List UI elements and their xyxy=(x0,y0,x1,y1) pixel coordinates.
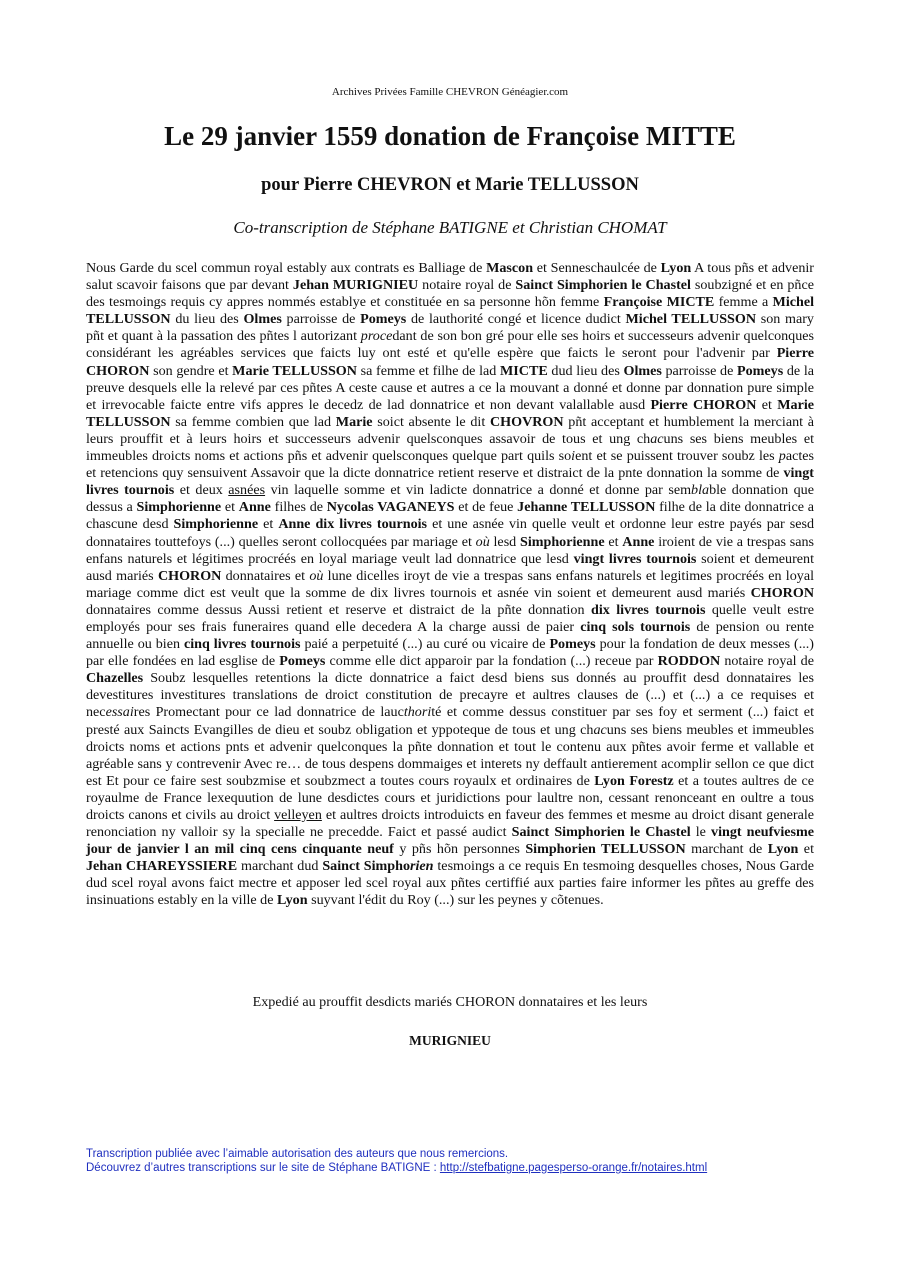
emphasized-name: Anne xyxy=(622,533,655,550)
emphasized-name: Simphorienne xyxy=(173,516,259,533)
body-text-run: et Senneschaulcée de xyxy=(533,260,661,276)
emphasized-name: CHORON xyxy=(157,567,222,584)
emphasized-name: cinq livres tournois xyxy=(183,636,301,653)
emphasized-name: Sainct Simphorien le Chastel xyxy=(515,277,691,294)
body-text-run: et xyxy=(258,516,279,533)
emphasized-name: Lyon Forestz xyxy=(594,772,674,789)
italic-fragment: p xyxy=(778,448,786,465)
publication-footer xyxy=(86,1147,814,1175)
body-text-run: notaire royal de xyxy=(720,653,814,670)
emphasized-name: Anne xyxy=(238,499,271,516)
emphasized-name: Pomeys xyxy=(737,362,784,379)
emphasized-name: Pierre CHORON xyxy=(650,396,757,413)
emphasized-name: Pomeys xyxy=(549,636,596,653)
emphasized-name: Nycolas VAGANEYS xyxy=(326,499,455,516)
body-text-run: marchant de xyxy=(685,841,768,858)
italic-fragment: où xyxy=(309,567,324,584)
body-text-run: donnataires et xyxy=(221,567,310,584)
underlined-term: velleyen xyxy=(274,807,322,823)
body-text-run: soict absente le dit xyxy=(372,413,490,430)
body-text-run: donnataires comme dessus Aussi retient et reserve et distraict de la pñte donnation xyxy=(86,601,591,618)
emphasized-name: Marie xyxy=(335,413,373,430)
transcription-credit: Co-transcription de Stéphane BATIGNE et Christian CHOMAT xyxy=(233,218,667,237)
emphasized-name: Françoise MICTE xyxy=(603,294,715,311)
emphasized-name: Olmes xyxy=(243,311,282,328)
italic-fragment: i xyxy=(571,448,576,465)
emphasized-name: Michel TELLUSSON xyxy=(625,311,757,328)
emphasized-name: vingt neufviesme jour de janvier l an mil cinq cens cinquante neuf xyxy=(86,824,814,858)
body-text-run: de la preuve desquels elle la relevé par ces pñtes A ceste cause et autres a ce la mouvant a donné et donne par donnation pure simple et irrevocable faicte entre vifs appres le decedz de lad donnatrice et non devant valallable ausd xyxy=(86,362,814,413)
body-text-run: Nous Garde du scel commun royal estably aux contrats es Balliage de xyxy=(86,260,487,276)
footer-more-line xyxy=(86,1161,814,1175)
archive-header-note: Archives Privées Famille CHEVRON Généagier.com xyxy=(331,86,569,98)
emphasized-name: CHOVRON xyxy=(489,413,564,430)
emphasized-name: dix livres tournois xyxy=(590,601,706,618)
body-text-run: filhe de la dite donnatrice a chascune desd xyxy=(86,499,814,533)
body-text-run: suyvant l'édit du Roy (...) sur les peynes y cõtenues. xyxy=(307,892,604,909)
underlined-term: asnées xyxy=(228,482,266,499)
body-text-run: lune dicelles iroyt de vie a trespas sans enfans naturels et legitimes procréés en loyal mariage comme dict est veult que la somme de dix livres tournois et asnée vin soient et demeurent ausd mariés xyxy=(86,567,814,601)
emphasized-name: cinq sols tournois xyxy=(580,618,691,635)
body-text-run: pñt acceptant et humblement la merciant à leurs prouffit et à leurs hoirs et successeurs advenir quelsconques assavoir de tous et ung ch xyxy=(86,413,815,447)
footer-more-prefix: Découvrez d’autres transcriptions sur le site de Stéphane BATIGNE : xyxy=(86,1162,440,1174)
body-text-run: vin laquelle somme et vin ladicte donnatrice a donné et donne par sem xyxy=(265,482,692,499)
body-text-run: ble donnation que dessus a xyxy=(86,482,814,516)
body-text-run: té et comme dessus constituer par ses foy et serment (...) faict et presté aux Saincts Evangilles de dieu et soubz obligation et yppoteque de tous et ung ch xyxy=(86,704,814,738)
emphasized-name: Pomeys xyxy=(279,653,326,670)
italic-fragment: où xyxy=(475,533,490,550)
body-text-run: dud lieu des xyxy=(547,362,624,379)
body-text-run: et xyxy=(221,499,239,516)
body-text-run: de lauthorité congé et licence dudict xyxy=(406,311,626,328)
body-text-run: paié a perpetuité (...) au curé ou vicaire de xyxy=(300,636,550,653)
emphasized-name: Pierre CHORON xyxy=(86,345,814,379)
italic-fragment: bla xyxy=(691,482,710,499)
emphasized-name: MICTE xyxy=(499,362,548,379)
body-text-run: actes et retencions quy sensuivent Assavoir que la dicte donnatrice retient reserve et distraict de la pnte donnation la somme de xyxy=(86,448,814,482)
emphasized-name: Jehan CHAREYSSIERE xyxy=(86,858,238,875)
body-text-run: y pñs hõn personnes xyxy=(393,841,526,858)
emphasized-name: CHORON xyxy=(750,584,814,601)
italic-fragment: proce xyxy=(360,328,393,345)
emphasized-name: rien xyxy=(410,858,434,875)
italic-fragment: thori xyxy=(403,704,432,721)
body-text-run: du lieu des xyxy=(170,311,244,328)
emphasized-name: Simphorienne xyxy=(520,533,605,550)
body-text-run: son mary pñt et quant à la passation des pñtes l autorizant xyxy=(86,311,814,345)
notaires-site-link[interactable]: http://stefbatigne.pagesperso-orange.fr/notaires.html xyxy=(439,1162,708,1174)
emphasized-name: vingt livres tournois xyxy=(86,465,814,499)
body-text-run: parroisse de xyxy=(661,362,738,379)
body-text-run: Soubz lesquelles retentions la dicte donnatrice a faict desd biens sus donnés au prouffit desd donnataires les devestitures investitures translations de droict constitution de precayre et aultres clauses de (...) et (...) a ce requises et nec xyxy=(86,670,814,721)
emphasized-name: vingt livres tournois xyxy=(573,550,697,567)
document-title: Le 29 janvier 1559 donation de Françoise MITTE xyxy=(164,121,736,151)
body-text-run: res Promectant pour ce lad donnatrice de lauc xyxy=(133,704,404,721)
emphasized-name: Jehanne TELLUSSON xyxy=(517,499,656,516)
body-text-run: son gendre et xyxy=(149,362,233,379)
body-text-run: et une asnée vin quelle veult et ordonne leur estre payés par sesd donnataires touttefoys (...) quelles seront collocquées par mariage et xyxy=(86,516,814,550)
body-text-run: A tous pñs et advenir salut scavoir faisons que par devant xyxy=(86,260,814,294)
footer-thanks: Transcription publiée avec l’aimable autorisation des auteurs que nous remercions. xyxy=(86,1148,509,1160)
body-text-run: iroient de vie a trespas sans enfans naturels et légitimes procréés en loyal mariage veult lad donnatrice que lesd xyxy=(86,533,815,567)
body-text-run: de pension ou rente annuelle ou bien xyxy=(86,618,814,653)
body-text-run: notaire royal de xyxy=(418,277,516,294)
document-subtitle: pour Pierre CHEVRON et Marie TELLUSSON xyxy=(261,175,639,195)
emphasized-name: Simphorien TELLUSSON xyxy=(525,841,686,858)
body-text-run: filhes de xyxy=(270,499,327,516)
body-text-run: parroisse de xyxy=(281,311,361,328)
emphasized-name: Simphorienne xyxy=(136,499,222,516)
emphasized-name: Pomeys xyxy=(360,311,407,328)
body-text-run: le xyxy=(690,824,712,841)
emphasized-name: Sainct Simphorien le Chastel xyxy=(511,824,691,841)
emphasized-name: Lyon xyxy=(767,841,799,858)
emphasized-name: Marie TELLUSSON xyxy=(232,362,357,379)
body-text-run: comme elle dict apparoir par la fondation (...) receue par xyxy=(325,653,658,670)
italic-fragment: ac xyxy=(593,721,607,738)
body-text-run: pour la fondation de deux messes (...) par elle fondées en lad esglise de xyxy=(86,636,814,670)
italic-fragment: ac xyxy=(650,430,664,447)
body-text-run: femme a xyxy=(714,294,773,311)
body-text-run: et deux xyxy=(174,482,229,499)
body-text-run: sa femme et filhe de lad xyxy=(356,362,500,379)
body-text-run: et xyxy=(798,841,814,858)
body-text-run: ent et se puissent trouver soubz les xyxy=(575,448,779,465)
expedition-line: Expedié au prouffit desdicts mariés CHORON donnataires et les leurs xyxy=(252,994,648,1010)
body-text-run: uns ses biens meubles et immeubles droicts noms et actions pnts et advenir quelconques la pñte donnation et tout le contenu aux pñtes avoir ferme et vallable et agréable sans y contrevenir Avec re… de tous despens dommaiges et interets ny deffault antierement acomplir sellon ce que dict est Et pour ce faire sest soubzmise et soubzmect a toutes cours royaulx et ordinaires de xyxy=(86,721,815,789)
body-text-run: lesd xyxy=(489,533,520,550)
body-text-run: quelle veult estre employés pour ses frais funeraires quand elle decedera A la charge aussi de paier xyxy=(86,601,815,635)
emphasized-name: Lyon xyxy=(277,892,308,909)
body-text-run: et xyxy=(756,396,778,413)
body-text-run: et aultres droicts introduicts en faveur des femmes et mesme au droict disant generale renonciation ny valloir sy la specialle ne precedde. Faict et passé audict xyxy=(86,807,814,841)
emphasized-name: Chazelles xyxy=(86,670,144,687)
body-text-run: soient et demeurent ausd mariés xyxy=(86,550,814,584)
body-text-run: et xyxy=(604,533,623,550)
italic-fragment: essai xyxy=(105,704,134,721)
body-text-run: marchant dud xyxy=(237,858,323,875)
body-text-run: soubzigné et en pñce des tesmoings requis cy appres nommés establye et constituée en sa personne hõn femme xyxy=(86,277,814,311)
emphasized-name: Olmes xyxy=(623,362,662,379)
body-text-run: dant de son bon gré pour elle ses hoirs et successeurs advenir quelconques considérant les agréables services que faicts luy ont esté et qu'elle espère que faicts le seront pour l'advenir par xyxy=(86,328,815,362)
transcription-body xyxy=(86,260,814,910)
emphasized-name: Marie TELLUSSON xyxy=(86,396,814,430)
body-text-run: et de feue xyxy=(454,499,518,516)
emphasized-name: Sainct Simpho xyxy=(322,858,411,875)
notary-signature: MURIGNIEU xyxy=(409,1033,491,1048)
body-text-run: sa femme combien que lad xyxy=(170,413,336,430)
emphasized-name: Mascon xyxy=(486,260,534,276)
body-text-run: uns ses biens meubles et immeubles droicts noms et actions pñs et advenir quelsconques quelque part quils so xyxy=(86,430,814,465)
emphasized-name: Michel TELLUSSON xyxy=(86,294,814,328)
emphasized-name: RODDON xyxy=(657,653,721,670)
emphasized-name: Lyon xyxy=(660,260,692,276)
body-text-run: tesmoings a ce requis En tesmoing desquelles choses, Nous Garde dud scel royal avons faict mectre et apposer led scel royal aux pñtes certiffié aux parties faire informer les pñtes au greffe des insinuations estably en la ville de xyxy=(86,858,814,909)
body-text-run: et a toutes aultres de ce royaulme de France lexequution de lune desdictes cours et juridictions pour laultre non, cessant renonceant en oultre a tous droicts canons et civils au droict xyxy=(86,772,814,823)
emphasized-name: Jehan MURIGNIEU xyxy=(292,277,419,294)
emphasized-name: Anne dix livres tournois xyxy=(278,516,428,533)
